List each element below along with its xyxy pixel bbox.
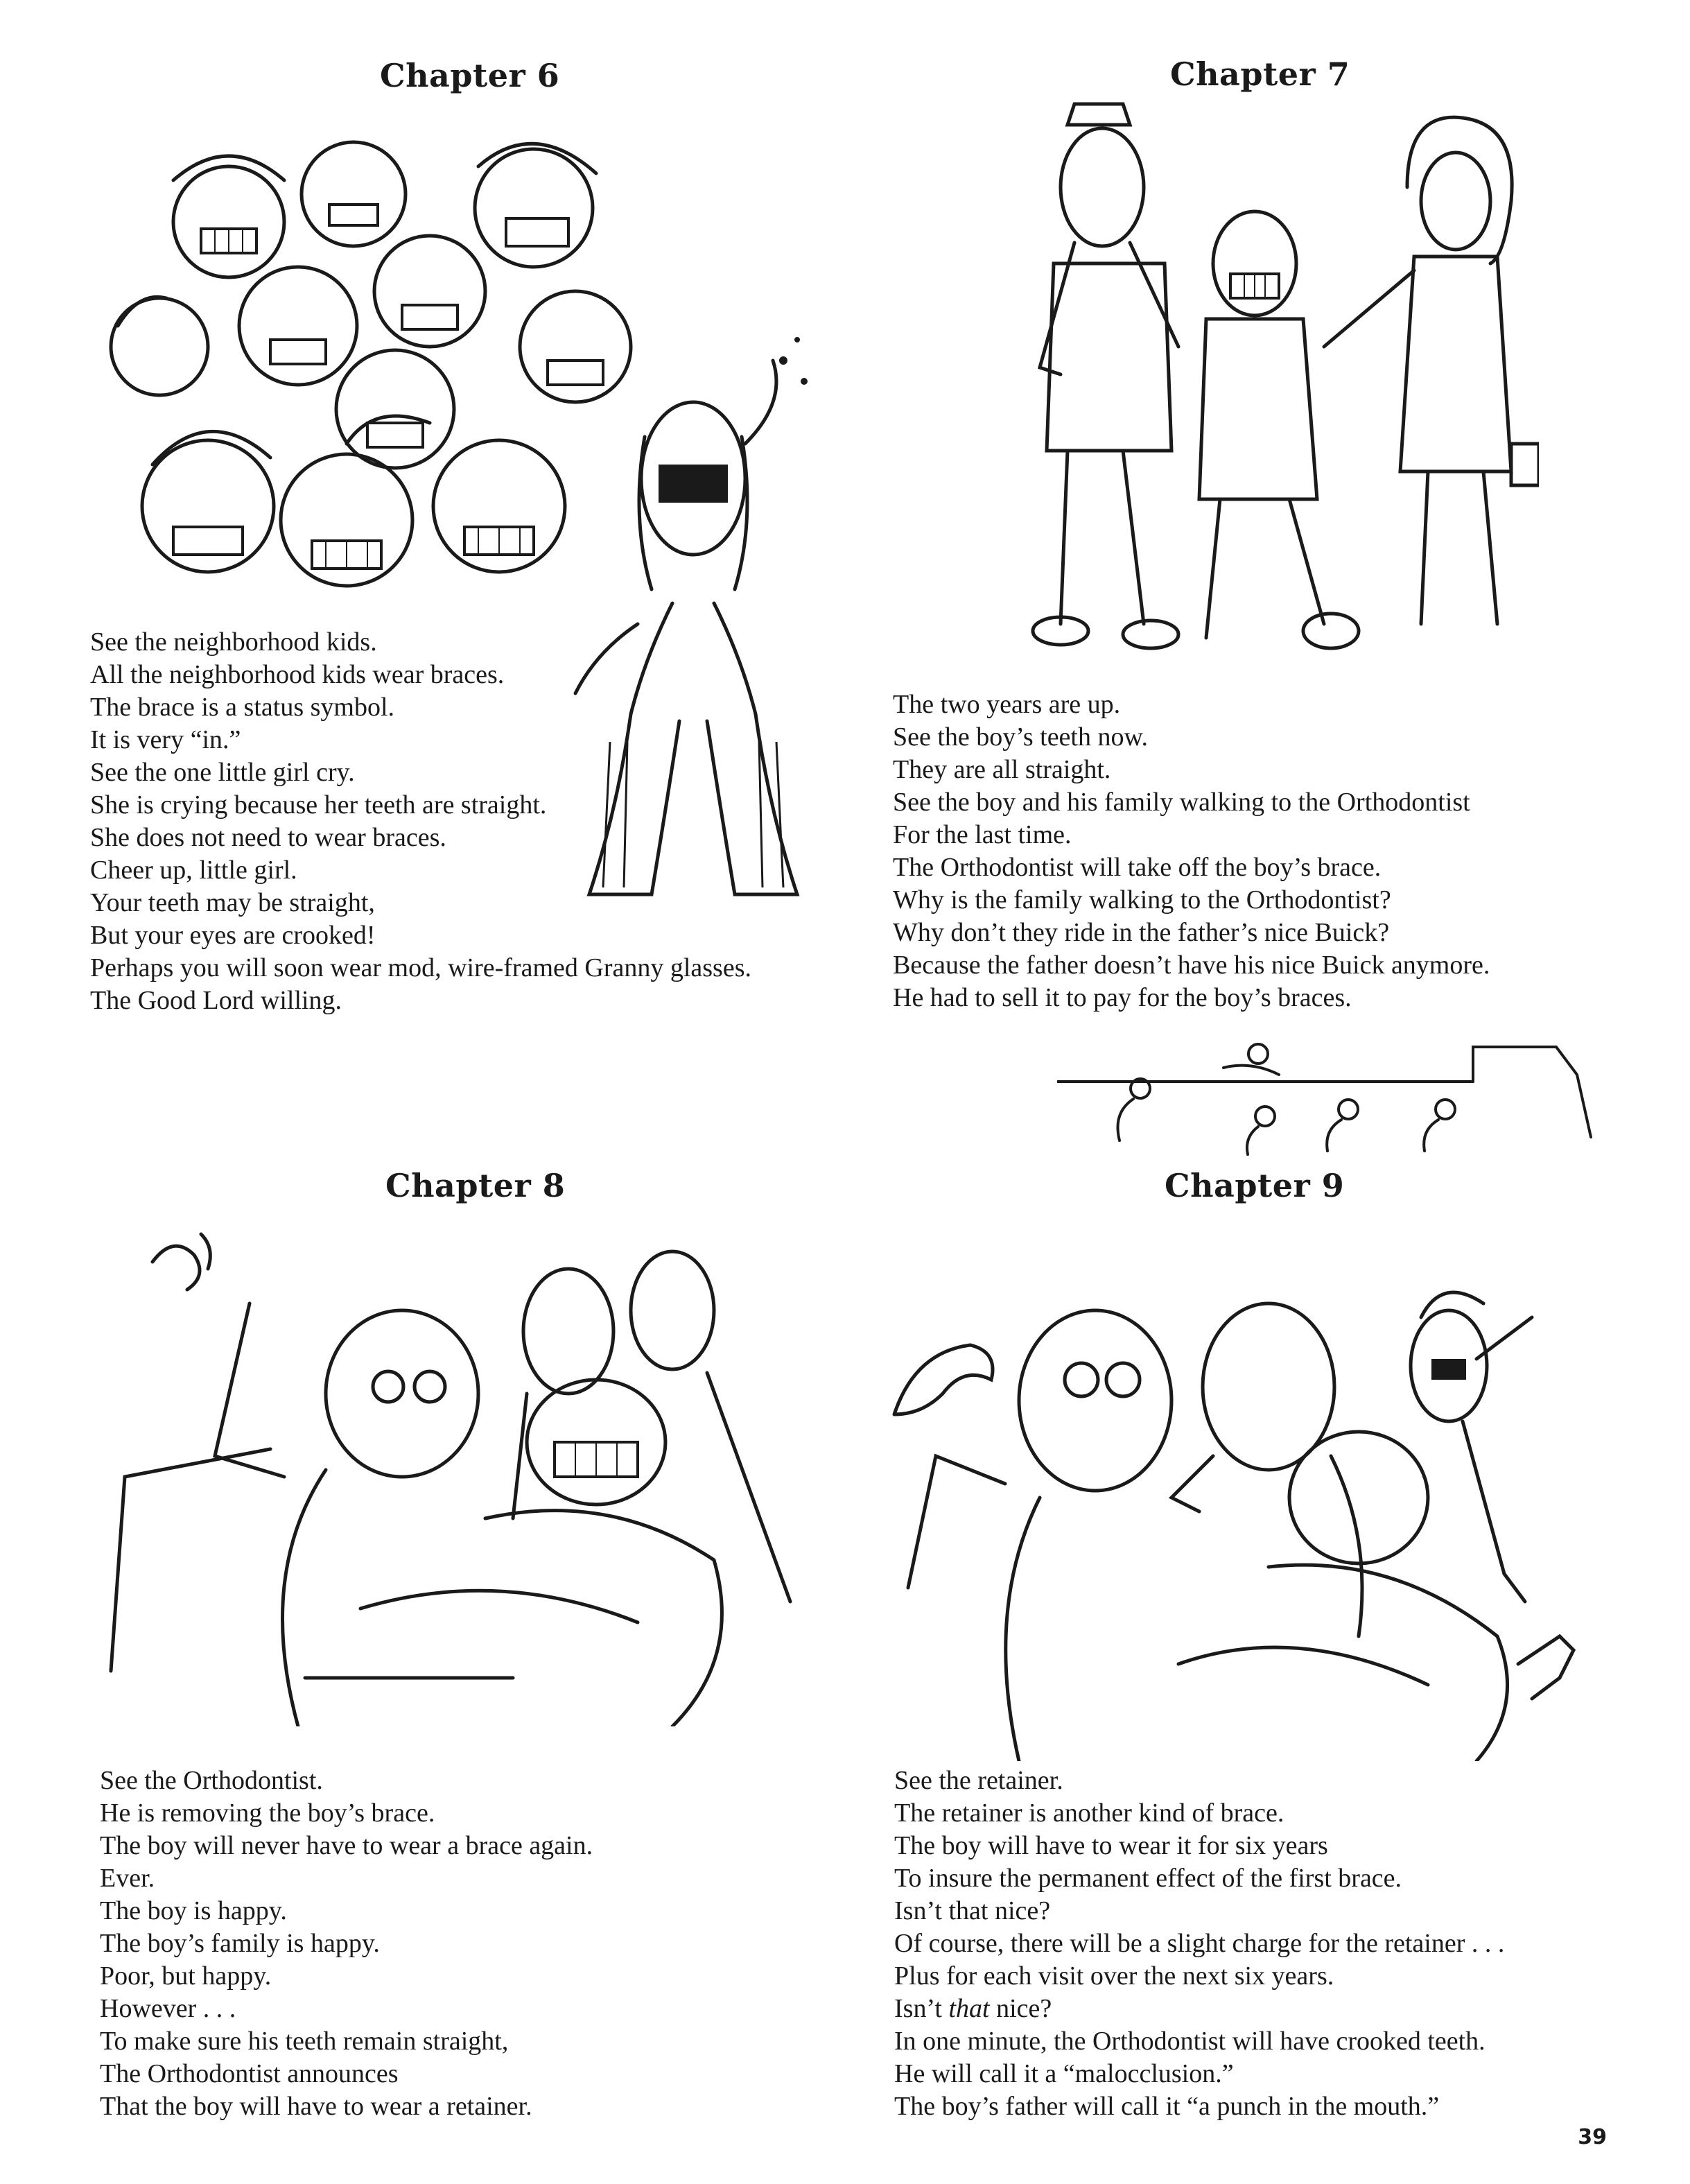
chapter-6-line: All the neighborhood kids wear braces. [90,660,505,689]
chapter-7-line: See the boy’s teeth now. [893,722,1148,752]
chapter-9-line: To insure the permanent effect of the first brace. [894,1864,1402,1893]
chapter-7-line: Because the father doesn’t have his nice Buick anymore. [893,951,1490,980]
chapter-9-line: He will call it a “malocclusion.” [894,2059,1234,2088]
chapter-8-line: The boy’s family is happy. [100,1929,380,1958]
chapter-7-title: Chapter 7 [1170,55,1350,93]
chapter-8-line: The boy is happy. [100,1896,287,1925]
leapfrog-strip-illustration [1057,1033,1598,1158]
chapter-6-line: The Good Lord willing. [90,986,342,1015]
chapter-8-line: See the Orthodontist. [100,1766,323,1795]
chapter-9-line: Isn’t that nice? [894,1994,1052,2023]
orthodontist-with-retainer-drawing [880,1276,1580,1761]
chapter-6-line: Cheer up, little girl. [90,856,297,885]
emphasis: that [948,1994,990,2023]
chapter-6-line: Your teeth may be straight, [90,888,375,917]
chapter-7-illustration [1026,97,1539,666]
chapter-7-line: For the last time. [893,820,1072,849]
chapter-7-line: Why is the family walking to the Orthodontist? [893,885,1391,915]
chapter-7-line: They are all straight. [893,755,1111,784]
chapter-8-title: Chapter 8 [385,1167,566,1204]
chapter-9-line: Isn’t that nice? [894,1896,1051,1925]
chapter-6-line: She does not need to wear braces. [90,823,446,852]
chapter-8-line: The boy will never have to wear a brace again. [100,1831,593,1860]
chapter-9-illustration [880,1276,1580,1761]
chapter-9-line: Plus for each visit over the next six years. [894,1961,1334,1991]
chapter-8-line: Ever. [100,1864,155,1893]
orthodontist-removing-brace-drawing [97,1220,832,1726]
chapter-8-line: That the boy will have to wear a retainer. [100,2092,532,2121]
chapter-8-text [100,1765,593,2123]
chapter-6-text [90,626,751,1017]
chapter-9-text [894,1765,1504,2123]
chapter-7-line: Why don’t they ride in the father’s nice Buick? [893,918,1390,947]
chapter-6-line: But your eyes are crooked! [90,921,376,950]
chapter-9-line: The boy will have to wear it for six years [894,1831,1328,1860]
chapter-9-line: The retainer is another kind of brace. [894,1799,1284,1828]
chapter-8-line: Poor, but happy. [100,1961,272,1991]
chapter-9-line: Of course, there will be a slight charge for the retainer . . . [894,1929,1505,1958]
chapter-9-line: See the retainer. [894,1766,1063,1795]
chapter-7-line: The two years are up. [893,690,1121,719]
chapter-7-line: The Orthodontist will take off the boy’s brace. [893,853,1382,882]
chapter-6-line: The brace is a status symbol. [90,693,395,722]
chapter-7-line: See the boy and his family walking to the Orthodontist [893,788,1470,817]
leapfrog-kids-drawing [1057,1033,1598,1158]
chapter-9-line: The boy’s father will call it “a punch in the mouth.” [894,2092,1440,2121]
chapter-8-line: However . . . [100,1994,236,2023]
chapter-6-title: Chapter 6 [380,57,560,94]
chapter-8-line: The Orthodontist announces [100,2059,399,2088]
page-number: 39 [1578,2125,1607,2149]
chapter-6-line: It is very “in.” [90,725,241,754]
chapter-6-line: See the neighborhood kids. [90,627,377,657]
chapter-7-line: He had to sell it to pay for the boy’s braces. [893,983,1352,1012]
chapter-6-line: See the one little girl cry. [90,758,355,787]
chapter-9-line: In one minute, the Orthodontist will have crooked teeth. [894,2027,1486,2056]
chapter-6-line: She is crying because her teeth are straight. [90,790,547,820]
chapter-8-illustration [97,1220,832,1726]
chapter-8-line: He is removing the boy’s brace. [100,1799,435,1828]
chapter-7-text [893,688,1490,1014]
family-walking-drawing [1026,97,1539,666]
chapter-6-line: Perhaps you will soon wear mod, wire-framed Granny glasses. [90,953,751,982]
chapter-8-line: To make sure his teeth remain straight, [100,2027,509,2056]
chapter-9-title: Chapter 9 [1165,1167,1345,1204]
